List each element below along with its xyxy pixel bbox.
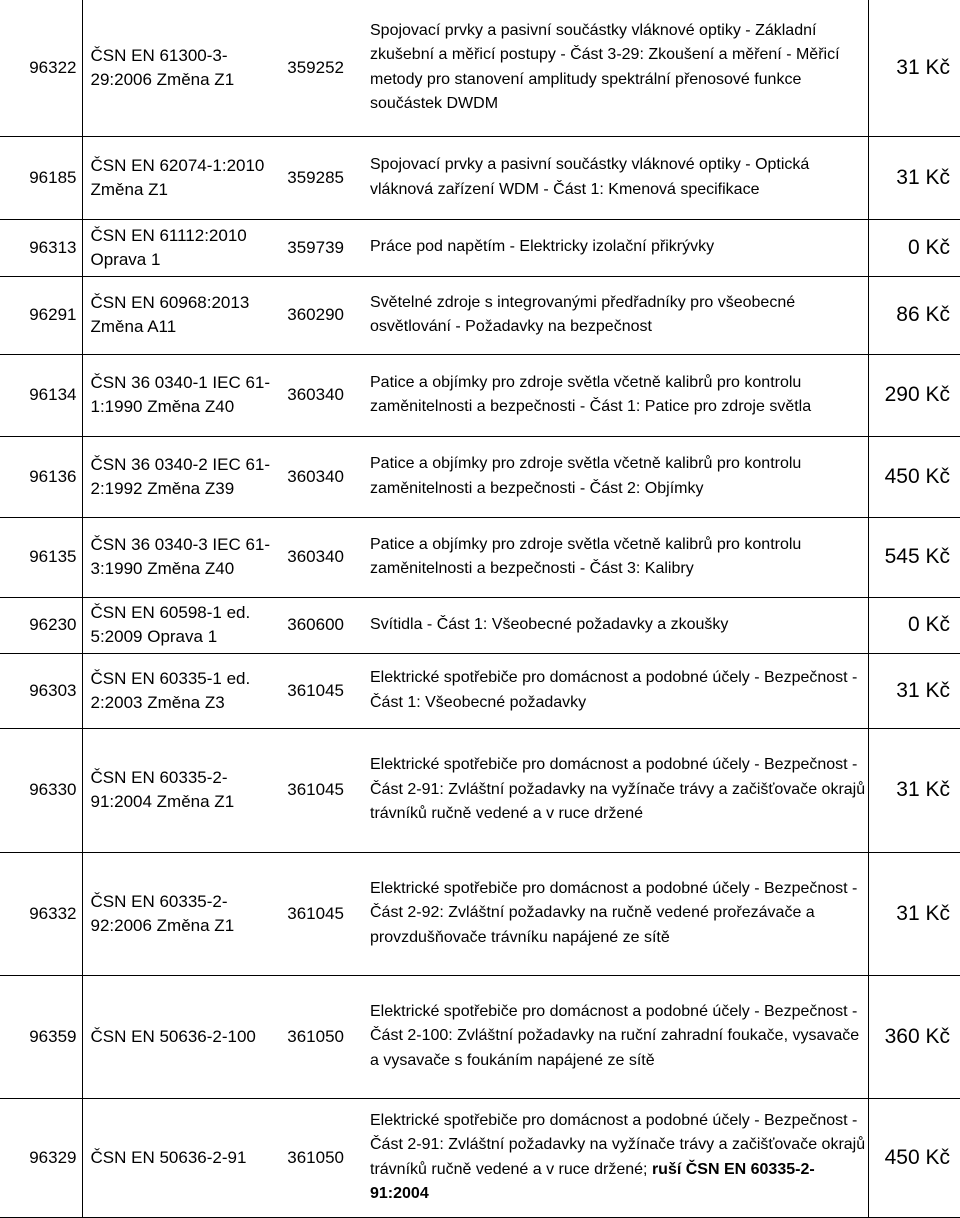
class-code: 361045 <box>274 728 356 852</box>
row-id: 96313 <box>0 219 82 276</box>
price: 31 Kč <box>868 0 960 136</box>
description-text: Elektrické spotřebiče pro domácnost a podobné účely - Bezpečnost - Část 2-91: Zvláštní požadavky na vyžínače trávy a začišťovače okrajů trávníků ručně vedené a v ruce držené; <box>370 1111 866 1178</box>
price: 86 Kč <box>868 276 960 354</box>
price: 31 Kč <box>868 728 960 852</box>
class-code: 359252 <box>274 0 356 136</box>
price: 360 Kč <box>868 975 960 1098</box>
standard-name: ČSN EN 61300-3-29:2006 Změna Z1 <box>82 0 274 136</box>
standard-name: ČSN EN 60335-2-91:2004 Změna Z1 <box>82 728 274 852</box>
price: 290 Kč <box>868 354 960 436</box>
price: 450 Kč <box>868 436 960 517</box>
standard-name: ČSN EN 60335-2-92:2006 Změna Z1 <box>82 852 274 975</box>
row-id: 96332 <box>0 852 82 975</box>
supersedes-note: ruší ČSN EN 60335-2-91:2004 <box>370 1160 815 1202</box>
table-row <box>0 1098 960 1217</box>
class-code: 361050 <box>274 975 356 1098</box>
class-code: 359285 <box>274 136 356 219</box>
table-row <box>0 975 960 1098</box>
table-row <box>0 436 960 517</box>
price: 31 Kč <box>868 653 960 728</box>
class-code: 361050 <box>274 1098 356 1217</box>
class-code: 361045 <box>274 852 356 975</box>
table-row <box>0 354 960 436</box>
row-id: 96303 <box>0 653 82 728</box>
price: 0 Kč <box>868 597 960 653</box>
table-row <box>0 653 960 728</box>
standard-description: Světelné zdroje s integrovanými předřadníky pro všeobecné osvětlování - Požadavky na bezpečnost <box>356 276 868 354</box>
standard-name: ČSN EN 60598-1 ed. 5:2009 Oprava 1 <box>82 597 274 653</box>
row-id: 96329 <box>0 1098 82 1217</box>
standard-description: Spojovací prvky a pasivní součástky vláknové optiky - Základní zkušební a měřicí postupy - Část 3-29: Zkoušení a měření - Měřicí metody pro stanovení amplitudy spektrální přenosové funkce součástek DWDM <box>356 0 868 136</box>
table-row <box>0 276 960 354</box>
table-row <box>0 517 960 597</box>
standard-name: ČSN EN 62074-1:2010 Změna Z1 <box>82 136 274 219</box>
row-id: 96322 <box>0 0 82 136</box>
row-id: 96134 <box>0 354 82 436</box>
price: 450 Kč <box>868 1098 960 1217</box>
row-id: 96330 <box>0 728 82 852</box>
class-code: 360290 <box>274 276 356 354</box>
standard-description <box>356 1098 868 1217</box>
standard-description: Patice a objímky pro zdroje světla včetně kalibrů pro kontrolu zaměnitelnosti a bezpečnosti - Část 2: Objímky <box>356 436 868 517</box>
price: 31 Kč <box>868 136 960 219</box>
standard-description: Spojovací prvky a pasivní součástky vláknové optiky - Optická vláknová zařízení WDM - Část 1: Kmenová specifikace <box>356 136 868 219</box>
standard-description: Patice a objímky pro zdroje světla včetně kalibrů pro kontrolu zaměnitelnosti a bezpečnosti - Část 3: Kalibry <box>356 517 868 597</box>
class-code: 359739 <box>274 219 356 276</box>
class-code: 360340 <box>274 354 356 436</box>
row-id: 96136 <box>0 436 82 517</box>
standard-description: Elektrické spotřebiče pro domácnost a podobné účely - Bezpečnost - Část 1: Všeobecné požadavky <box>356 653 868 728</box>
class-code: 360340 <box>274 517 356 597</box>
row-id: 96135 <box>0 517 82 597</box>
table-row <box>0 852 960 975</box>
price: 31 Kč <box>868 852 960 975</box>
table-row <box>0 597 960 653</box>
row-id: 96291 <box>0 276 82 354</box>
row-id: 96359 <box>0 975 82 1098</box>
price: 545 Kč <box>868 517 960 597</box>
standard-name: ČSN EN 60335-1 ed. 2:2003 Změna Z3 <box>82 653 274 728</box>
standard-description: Patice a objímky pro zdroje světla včetně kalibrů pro kontrolu zaměnitelnosti a bezpečnosti - Část 1: Patice pro zdroje světla <box>356 354 868 436</box>
row-id: 96230 <box>0 597 82 653</box>
standard-name: ČSN 36 0340-2 IEC 61-2:1992 Změna Z39 <box>82 436 274 517</box>
standard-name: ČSN EN 50636-2-100 <box>82 975 274 1098</box>
price: 0 Kč <box>868 219 960 276</box>
class-code: 360600 <box>274 597 356 653</box>
row-id: 96185 <box>0 136 82 219</box>
standard-name: ČSN 36 0340-3 IEC 61-3:1990 Změna Z40 <box>82 517 274 597</box>
standard-description: Práce pod napětím - Elektricky izolační přikrývky <box>356 219 868 276</box>
table-row <box>0 136 960 219</box>
standard-name: ČSN EN 60968:2013 Změna A11 <box>82 276 274 354</box>
table-row <box>0 219 960 276</box>
class-code: 361045 <box>274 653 356 728</box>
standard-name: ČSN EN 61112:2010 Oprava 1 <box>82 219 274 276</box>
standard-description: Svítidla - Část 1: Všeobecné požadavky a zkoušky <box>356 597 868 653</box>
standard-name: ČSN 36 0340-1 IEC 61-1:1990 Změna Z40 <box>82 354 274 436</box>
standard-name: ČSN EN 50636-2-91 <box>82 1098 274 1217</box>
standard-description: Elektrické spotřebiče pro domácnost a podobné účely - Bezpečnost - Část 2-100: Zvláštní požadavky na ruční zahradní foukače, vysavače a vysavače s foukáním napájené ze sítě <box>356 975 868 1098</box>
standard-description: Elektrické spotřebiče pro domácnost a podobné účely - Bezpečnost - Část 2-92: Zvláštní požadavky na ručně vedené prořezávače a provzdušňovače trávníku napájené ze sítě <box>356 852 868 975</box>
table-row <box>0 0 960 136</box>
standard-description: Elektrické spotřebiče pro domácnost a podobné účely - Bezpečnost - Část 2-91: Zvláštní požadavky na vyžínače trávy a začišťovače okrajů trávníků ručně vedené a v ruce držené <box>356 728 868 852</box>
table-row <box>0 728 960 852</box>
class-code: 360340 <box>274 436 356 517</box>
